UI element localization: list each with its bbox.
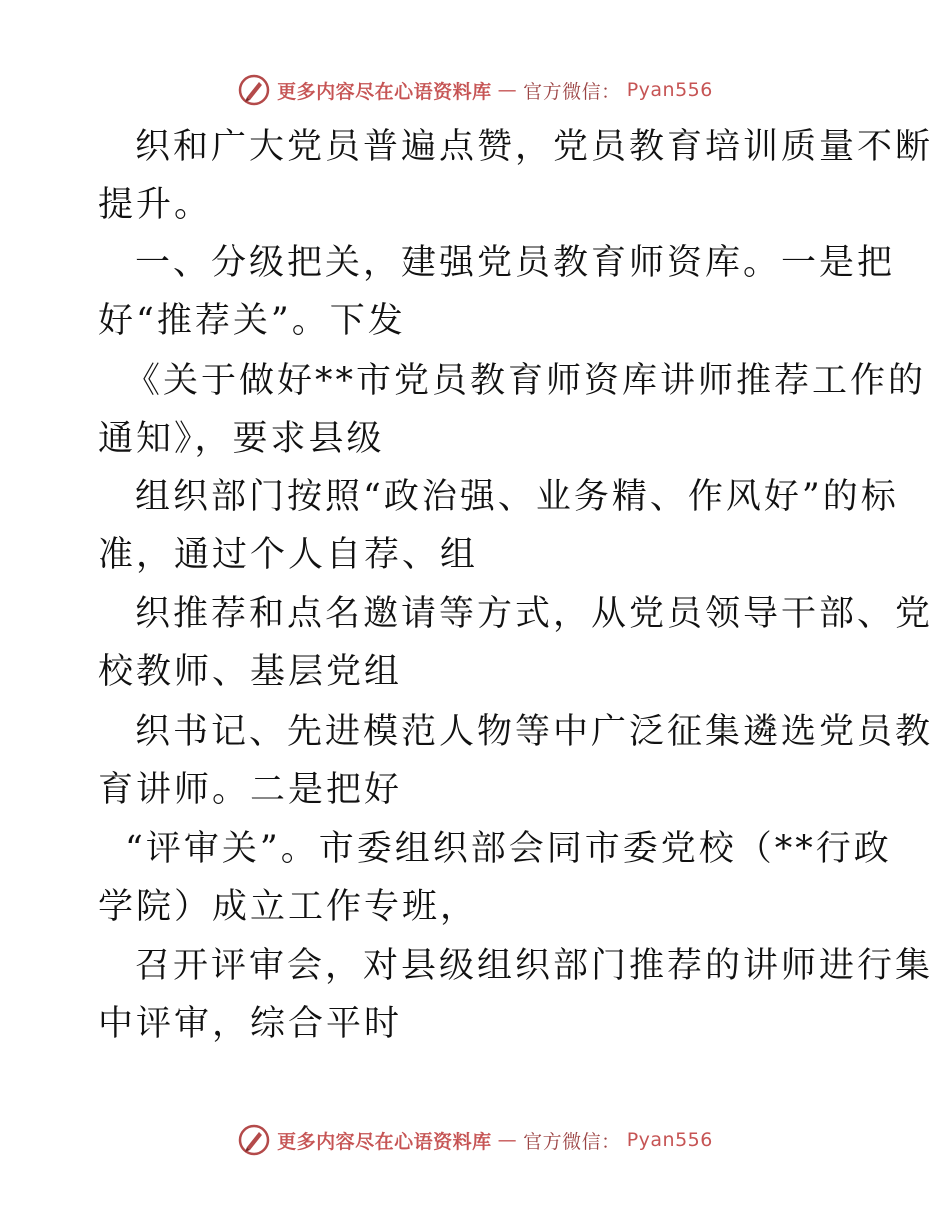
watermark-wechat-id: Pyan556 [626, 1129, 713, 1151]
body-line: 《关于做好**市党员教育师资库讲师推荐工作的 [125, 361, 927, 401]
body-line: 织和广大党员普遍点赞，党员教育培训质量不断 [135, 127, 934, 167]
body-line: 好“推荐关”。下发 [98, 301, 406, 341]
body-line: 育讲师。二是把好 [98, 770, 403, 810]
watermark-dash: — [497, 1129, 518, 1151]
pen-logo-icon [237, 73, 271, 107]
body-line: 中评审，综合平时 [98, 1004, 403, 1044]
watermark-label: 官方微信： [523, 80, 621, 103]
body-line: 校教师、基层党组 [98, 652, 403, 692]
watermark-text: 更多内容尽在心语资料库 [277, 80, 492, 103]
watermark-label: 官方微信： [523, 1130, 621, 1153]
body-line: “评审关”。市委组织部会同市委党校（**行政 [125, 829, 892, 869]
watermark-dash: — [497, 79, 518, 101]
body-line: 组织部门按照“政治强、业务精、作风好”的标 [135, 477, 899, 517]
body-line: 织书记、先进模范人物等中广泛征集遴选党员教 [135, 712, 934, 752]
footer-watermark [0, 1120, 950, 1160]
body-line: 一、分级把关，建强党员教育师资库。一是把 [135, 243, 896, 283]
watermark-text: 更多内容尽在心语资料库 [277, 1130, 492, 1153]
body-line: 学院）成立工作专班， [98, 887, 479, 927]
pen-logo-icon [237, 1123, 271, 1157]
body-line: 提升。 [98, 185, 213, 225]
header-watermark [0, 70, 950, 110]
body-line: 召开评审会，对县级组织部门推荐的讲师进行集 [135, 946, 934, 986]
body-line: 织推荐和点名邀请等方式，从党员领导干部、党 [135, 594, 934, 634]
watermark-wechat-id: Pyan556 [626, 79, 713, 101]
body-line: 通知》，要求县级 [98, 419, 385, 459]
body-line: 准，通过个人自荐、组 [98, 535, 479, 575]
